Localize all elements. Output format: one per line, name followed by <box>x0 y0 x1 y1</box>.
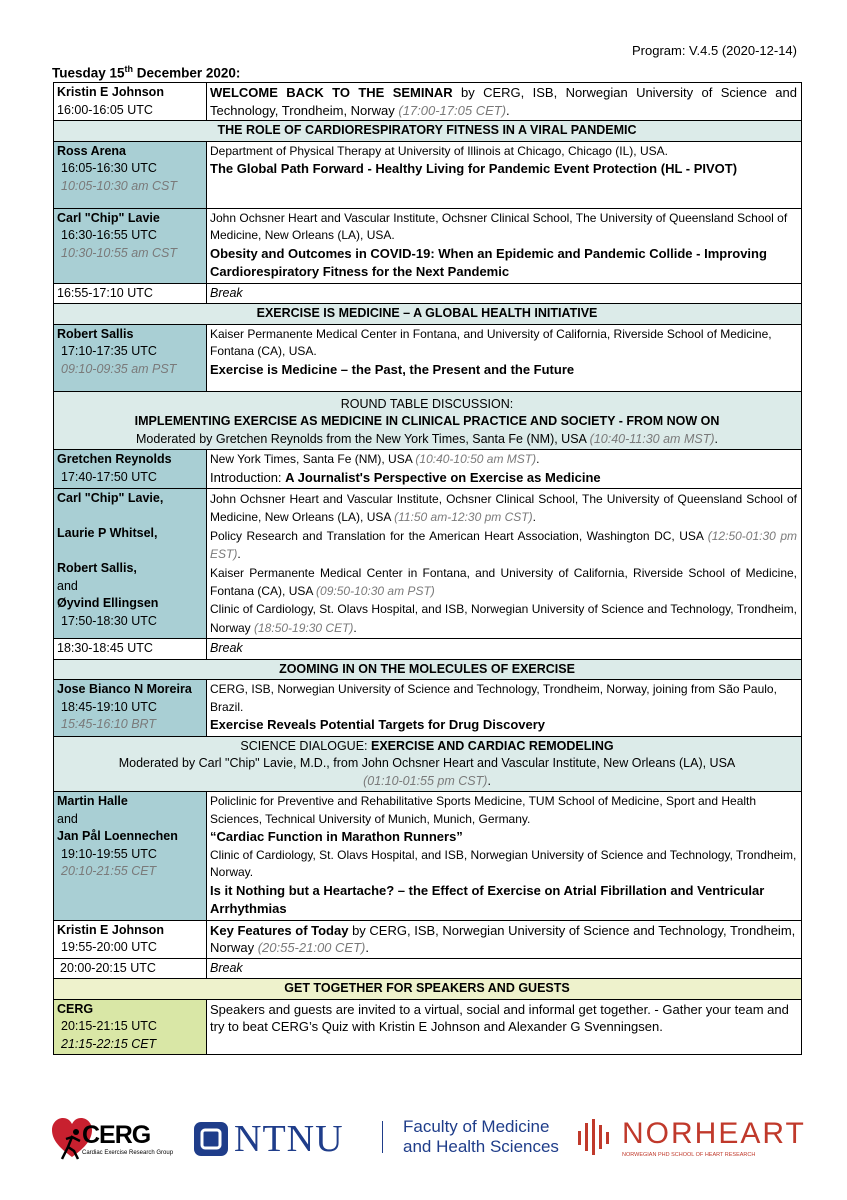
speaker-name: Øyvind Ellingsen <box>57 596 159 610</box>
break-row <box>54 639 802 660</box>
affiliation: Kaiser Permanente Medical Center in Fontana, and University of California, Riverside School of Medicine, Fontana (CA), USA. <box>210 326 772 358</box>
session-details: New York Times, Santa Fe (NM), USA (10:40-10:50 am MST). Introduction: A Journalist's Perspective on Exercise as Medicine <box>207 450 802 489</box>
program-row <box>54 141 802 208</box>
session-details <box>207 208 802 283</box>
local-time: (11:50 am-12:30 pm CST) <box>394 510 533 525</box>
talk-title: Obesity and Outcomes in COVID-19: When an Epidemic and Pandemic Collide - Improving Cardiorespiratory Fitness for the Next Pandemic <box>210 245 767 279</box>
talk-title: “Cardiac Function in Marathon Runners” <box>210 829 463 845</box>
affiliation: New York Times, Santa Fe (NM), USA <box>210 452 416 466</box>
local-time: (01:10-01:55 pm CST) <box>363 773 488 788</box>
affiliation: Clinic of Cardiology, St. Olavs Hospital, and ISB, Norwegian University of Science and Technology, Trondheim, Norway. <box>210 847 797 880</box>
session-time: 20:00-20:15 UTC <box>54 958 207 979</box>
cerg-logo-text: CERG <box>82 1121 151 1149</box>
session-time: 19:55-20:00 UTC <box>61 940 157 955</box>
local-time: (17:00-17:05 CET) <box>398 102 507 118</box>
session-time: 17:40-17:50 UTC <box>61 469 157 484</box>
dialogue-header: SCIENCE DIALOGUE: EXERCISE AND CARDIAC REMODELING Moderated by Carl "Chip" Lavie, M.D., from John Ochsner Heart and Vascular Institute, New Orleans (LA), USA (01:10-01:55 pm CST). <box>54 736 802 792</box>
local-time: (18:50-19:30 CET) <box>254 620 354 635</box>
section-header: EXERCISE IS MEDICINE – A GLOBAL HEALTH INITIATIVE <box>54 304 802 325</box>
session-time: 17:10-17:35 UTC <box>61 344 157 358</box>
speaker-cell <box>54 141 207 208</box>
norheart-logo-subtitle: NORWEGIAN PHD SCHOOL OF HEART RESEARCH <box>622 1152 756 1158</box>
local-time: (12:50-01:30 pm EST) <box>210 528 797 562</box>
local-time: 21:15-22:15 CET <box>61 1036 157 1051</box>
talk-title: The Global Path Forward - Healthy Living for Pandemic Event Protection (HL - PIVOT) <box>210 161 738 176</box>
norheart-logo-text: NORHEART <box>622 1117 806 1150</box>
session-details <box>207 141 802 208</box>
session-details <box>207 792 802 921</box>
session-time: 16:30-16:55 UTC <box>61 228 157 242</box>
speaker-name: Ross Arena <box>57 143 127 158</box>
cerg-logo-subtitle: Cardiac Exercise Research Group <box>82 1150 174 1156</box>
footer-logos <box>52 1115 806 1163</box>
talk-title: Exercise is Medicine – the Past, the Present and the Future <box>210 361 575 377</box>
local-time: 15:45-16:10 BRT <box>61 717 156 732</box>
section-header: THE ROLE OF CARDIORESPIRATORY FITNESS IN A VIRAL PANDEMIC <box>54 121 802 142</box>
speaker-name: Jan Pål Loennechen <box>57 829 178 844</box>
section-header: ZOOMING IN ON THE MOLECULES OF EXERCISE <box>54 659 802 680</box>
break-row <box>54 958 802 979</box>
local-time: 09:10-09:35 am PST <box>61 361 177 376</box>
local-time: (09:50-10:30 am PST) <box>316 584 435 599</box>
speaker-name: Martin Halle <box>57 794 128 809</box>
speaker-cell <box>54 680 207 737</box>
program-row <box>54 83 802 121</box>
ntnu-emblem-icon <box>194 1122 228 1156</box>
local-time: (10:40-11:30 am MST) <box>589 431 715 446</box>
speaker-name: Jose Bianco N Moreira <box>57 682 192 697</box>
session-title: WELCOME BACK TO THE SEMINAR <box>210 85 453 100</box>
session-details: Key Features of Today by CERG, ISB, Norwegian University of Science and Technology, Trondheim, Norway (20:55-21:00 CET). <box>207 920 802 958</box>
session-time: 16:00-16:05 UTC <box>57 102 153 117</box>
speaker-cell <box>54 920 207 958</box>
affiliation: John Ochsner Heart and Vascular Institute, Ochsner Clinical School, The University of Queensland School of Medicine, New Orleans (LA), USA <box>210 492 797 525</box>
session-time: 20:15-21:15 UTC <box>61 1019 157 1034</box>
session-time: 17:50-18:30 UTC <box>61 613 157 628</box>
session-time: 18:45-19:10 UTC <box>61 699 157 714</box>
speaker-cell: Carl "Chip" Lavie, Laurie P Whitsel, Robert Sallis, and Øyvind Ellingsen 17:50-18:30 UTC <box>54 489 207 639</box>
session-details: John Ochsner Heart and Vascular Institute, Ochsner Clinical School, The University of Queensland School of Medicine, New Orleans (LA), USA (11:50 am-12:30 pm CST). Policy Research and Translation for the American Heart Association, Washington DC, USA (12:50-01:30 pm EST). Kaiser Permanente Medical Center in Fontana, and University of California, Riverside School of Medicine, Fontana (CA), USA (09:50-10:30 am PST) Clinic of Cardiology, St. Olavs Hospital, and ISB, Norwegian University of Science and Technology, Trondheim, Norway (18:50-19:30 CET). <box>207 489 802 639</box>
program-version: Program: V.4.5 (2020-12-14) <box>631 43 797 58</box>
ntnu-logo-text: NTNU <box>234 1118 344 1160</box>
session-time: 18:30-18:45 UTC <box>54 639 207 660</box>
program-row <box>54 792 802 921</box>
session-details: WELCOME BACK TO THE SEMINAR by CERG, ISB, Norwegian University of Science and Technology, Trondheim, Norway (17:00-17:05 CET). <box>207 83 802 121</box>
break-label: Break <box>207 283 802 304</box>
affiliation: Clinic of Cardiology, St. Olavs Hospital, and ISB, Norwegian University of Science and Technology, Trondheim, Norway <box>210 602 797 635</box>
program-row <box>54 920 802 958</box>
speaker-name: Carl "Chip" Lavie, <box>57 491 164 505</box>
speaker-name: Robert Sallis <box>57 326 134 341</box>
break-label: Break <box>207 639 802 660</box>
speaker-name: Gretchen Reynolds <box>57 452 172 466</box>
section-header: GET TOGETHER FOR SPEAKERS AND GUESTS <box>54 979 802 1000</box>
speaker-cell <box>54 208 207 283</box>
speaker-name: Carl "Chip" Lavie <box>57 210 160 225</box>
norheart-logo <box>576 1117 806 1163</box>
speaker-cell <box>54 324 207 391</box>
speaker-name: Robert Sallis, <box>57 561 137 575</box>
speaker-cell <box>54 450 207 489</box>
affiliation: CERG, ISB, Norwegian University of Science and Technology, Trondheim, Norway, joining from São Paulo, Brazil. <box>210 682 777 714</box>
talk-title: Exercise Reveals Potential Targets for Drug Discovery <box>210 717 546 733</box>
affiliation: Kaiser Permanente Medical Center in Fontana, and University of California, Riverside School of Medicine, Fontana (CA), USA <box>210 565 797 599</box>
program-row <box>54 680 802 737</box>
break-row <box>54 283 802 304</box>
session-details <box>207 324 802 391</box>
affiliation: John Ochsner Heart and Vascular Institute, Ochsner Clinical School, The University of Queensland School of Medicine, New Orleans (LA), USA. <box>210 210 788 242</box>
local-time: (20:55-21:00 CET) <box>257 940 366 956</box>
cerg-logo <box>52 1117 172 1163</box>
program-row <box>54 999 802 1055</box>
talk-title: Is it Nothing but a Heartache? – the Effect of Exercise on Atrial Fibrillation and Ventricular Arrhythmias <box>210 882 765 917</box>
local-time: (10:40-10:50 am MST) <box>415 452 537 466</box>
program-row <box>54 450 802 489</box>
heartbeat-bars-icon <box>576 1119 612 1155</box>
program-row <box>54 489 802 639</box>
session-time: 16:55-17:10 UTC <box>54 283 207 304</box>
session-time: 16:05-16:30 UTC <box>61 161 157 175</box>
speaker-cell: Martin Halle and Jan Pål Loennechen 19:10-19:55 UTC 20:10-21:55 CET <box>54 792 207 921</box>
talk-title: A Journalist's Perspective on Exercise as Medicine <box>285 469 601 485</box>
roundtable-header: ROUND TABLE DISCUSSION: IMPLEMENTING EXERCISE AS MEDICINE IN CLINICAL PRACTICE AND SOCIETY - FROM NOW ON Moderated by Gretchen Reynolds from the New York Times, Santa Fe (NM), USA (10:40-11:30 am MST). <box>54 391 802 450</box>
speaker-name: CERG <box>57 1001 94 1016</box>
local-time: 10:30-10:55 am CST <box>61 245 178 260</box>
program-row <box>54 324 802 391</box>
speaker-name: Kristin E Johnson <box>57 85 164 99</box>
session-details <box>207 680 802 737</box>
ntnu-logo <box>194 1119 364 1159</box>
speaker-name: Laurie P Whitsel, <box>57 526 158 540</box>
speaker-name: Kristin E Johnson <box>57 922 164 937</box>
affiliation: Policlinic for Preventive and Rehabilitative Sports Medicine, TUM School of Medicine, Sport and Health Sciences, Technical University of Munich, Munich, Germany. <box>210 794 757 826</box>
session-time: 19:10-19:55 UTC <box>61 846 157 861</box>
speaker-cell <box>54 999 207 1055</box>
affiliation: Policy Research and Translation for the American Heart Association, Washington DC, USA <box>210 528 708 543</box>
program-table <box>53 82 802 1055</box>
session-title: Key Features of Today <box>210 922 349 938</box>
affiliation: Department of Physical Therapy at University of Illinois at Chicago, Chicago (IL), USA. <box>210 143 668 158</box>
local-time: 10:05-10:30 am CST <box>61 178 178 193</box>
break-label: Break <box>207 958 802 979</box>
speaker-cell <box>54 83 207 121</box>
faculty-label: Faculty of Medicine and Health Sciences <box>403 1117 559 1156</box>
session-details: Speakers and guests are invited to a virtual, social and informal get together. - Gather your team and try to beat CERG’s Quiz with Kristin E Johnson and Alexander G Svenningsen. <box>207 999 802 1055</box>
program-row <box>54 208 802 283</box>
local-time: 20:10-21:55 CET <box>61 864 157 879</box>
logo-divider <box>382 1121 383 1153</box>
program-date: Tuesday 15th December 2020: <box>52 64 241 81</box>
